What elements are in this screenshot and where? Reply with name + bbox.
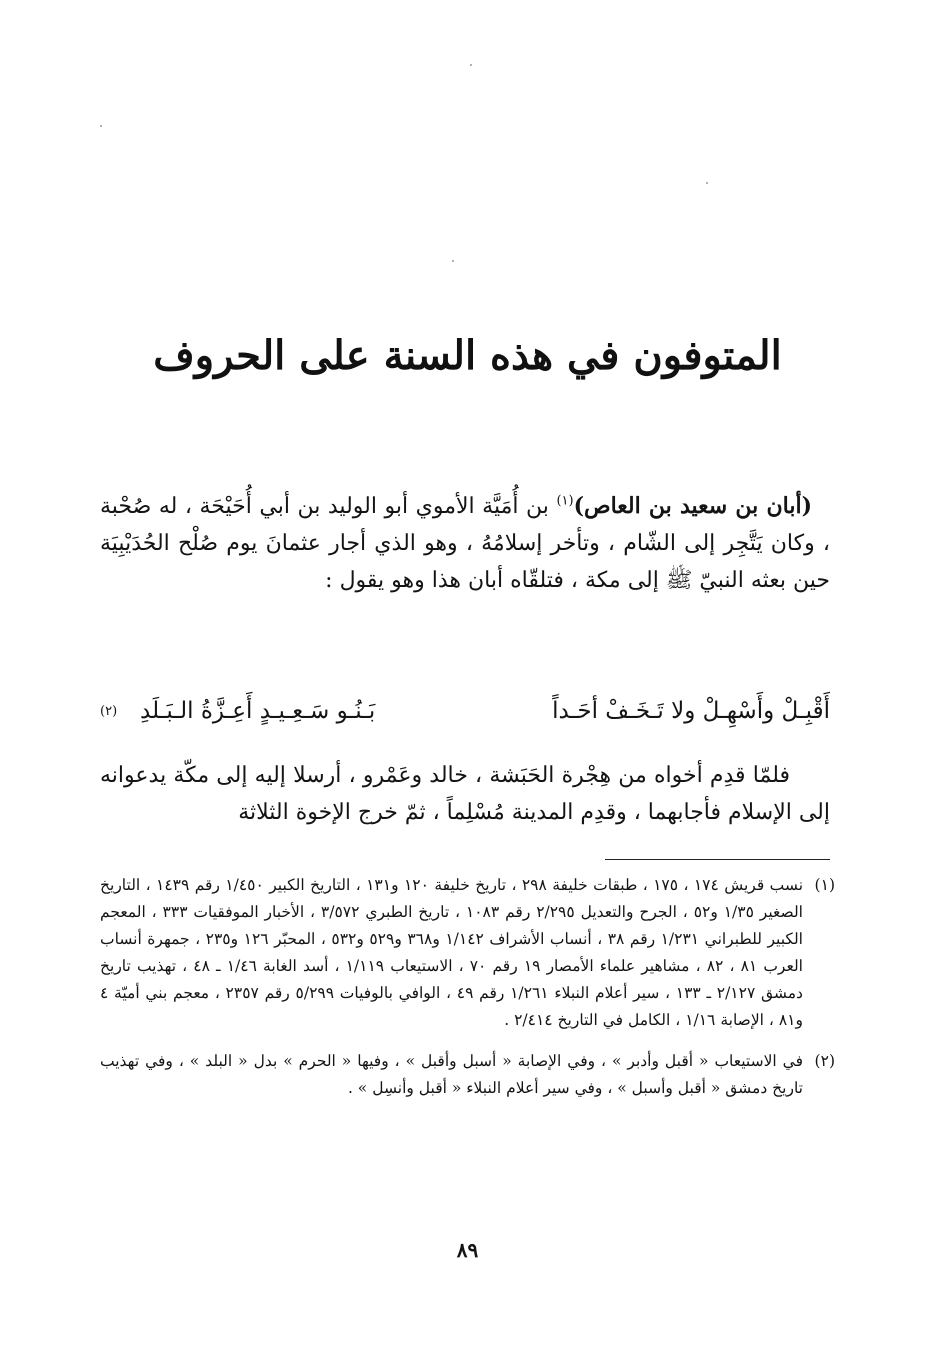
continuation-text-block (100, 757, 830, 831)
scan-speck (470, 64, 472, 66)
footnote-marker-1: (١) (556, 493, 574, 509)
entry-name: (أبان بن سعيد بن العاص) (573, 493, 812, 519)
scan-speck (100, 125, 102, 127)
footnote-number: (١) (814, 876, 835, 894)
page-number: ٨٩ (456, 1238, 479, 1262)
section-heading: المتوفون في هذه السنة على الحروف (153, 331, 782, 379)
footnote-1 (100, 872, 835, 1034)
scan-speck (452, 260, 454, 262)
scan-speck (706, 182, 708, 184)
main-text-block (100, 488, 830, 599)
footnote-text: نسب قريش ١٧٤ ، ١٧٥ ، طبقات خليفة ٢٩٨ ، تاريخ خليفة ١٢٠ و١٣١ ، التاريخ الكبير ١/٤٥٠ رقم ١٤٣٩ ، التاريخ الصغير ١/٣٥ و٥٢ ، الجرح والتعديل ٢/٢٩٥ رقم ١٠٨٣ ، تاريخ الطبري ٣/٥٧٢ ، الأخبار الموفقيات ٣٣٣ ، المعجم الكبير للطبراني ١/٢٣١ رقم ٣٨ ، أنساب الأشراف ١/١٤٢ و٣٦٨ و٥٢٩ و٥٣٢ ، المحبّر ١٢٦ و٢٣٥ ، جمهرة أنساب العرب ٨١ ، ٨٢ ، مشاهير علماء الأمصار ١٩ رقم ٧٠ ، الاستيعاب ١/١١٩ ، أسد الغابة ١/٤٦ ـ ٤٨ ، تهذيب تاريخ دمشق ٢/١٢٧ ـ ١٣٣ ، سير أعلام النبلاء ١/٢٦١ رقم ٤٩ ، الوافي بالوفيات ٥/٢٩٩ رقم ٢٣٥٧ ، معجم بني أميّة ٤ و٨١ ، الإصابة ١/١٦ ، الكامل في التاريخ ٢/٤١٤ . (100, 876, 804, 1029)
footnotes (100, 872, 835, 1116)
paragraph-brothers: فلمّا قدِم أخواه من هِجْرة الحَبَشة ، خالد وعَمْرو ، أرسلا إليه إلى مكّة يدعوانه إلى الإسلام فأجابهما ، وقدِم المدينة مُسْلِماً ، ثمّ خرج الإخوة الثلاثة (100, 763, 830, 825)
footnote-separator (605, 859, 830, 860)
footnote-2 (100, 1048, 835, 1102)
verse-first-hemistich: أَقْبِـلْ وأَسْهِـلْ ولا تَـخَـفْ أحَـداً (552, 698, 830, 724)
poetry-verse (100, 698, 830, 738)
footnote-text: في الاستيعاب « أقبل وأدبر » ، وفي الإصابة « أسبل وأقبل » ، وفيها « الحرم » بدل « البلد » ، وفي تهذيب تاريخ دمشق « أقبل وأسبل » ، وفي سير أعلام النبلاء « أقبل وأنسِل » . (100, 1052, 803, 1097)
footnote-marker-2: (٢) (100, 704, 118, 719)
verse-second-hemistich: بَـنُـو سَـعِـيـدٍ أَعِـزَّةُ الـبَـلَدِ (140, 698, 376, 724)
paragraph-aban (100, 488, 830, 599)
entry-biography: بن أُمَيَّة الأموي أبو الوليد بن أبي أُحَيْحَة ، له صُحْبة ، وكان يَتَّجِر إلى الشّام ، وتأخر إسلامُهُ ، وهو الذي أجار عثمانَ يوم صُلْح الحُدَيْبِيَة حين بعثه النبيّ ﷺ إلى مكة ، فتلقّاه أبان هذا وهو يقول : (100, 494, 830, 593)
footnote-number: (٢) (814, 1052, 835, 1070)
